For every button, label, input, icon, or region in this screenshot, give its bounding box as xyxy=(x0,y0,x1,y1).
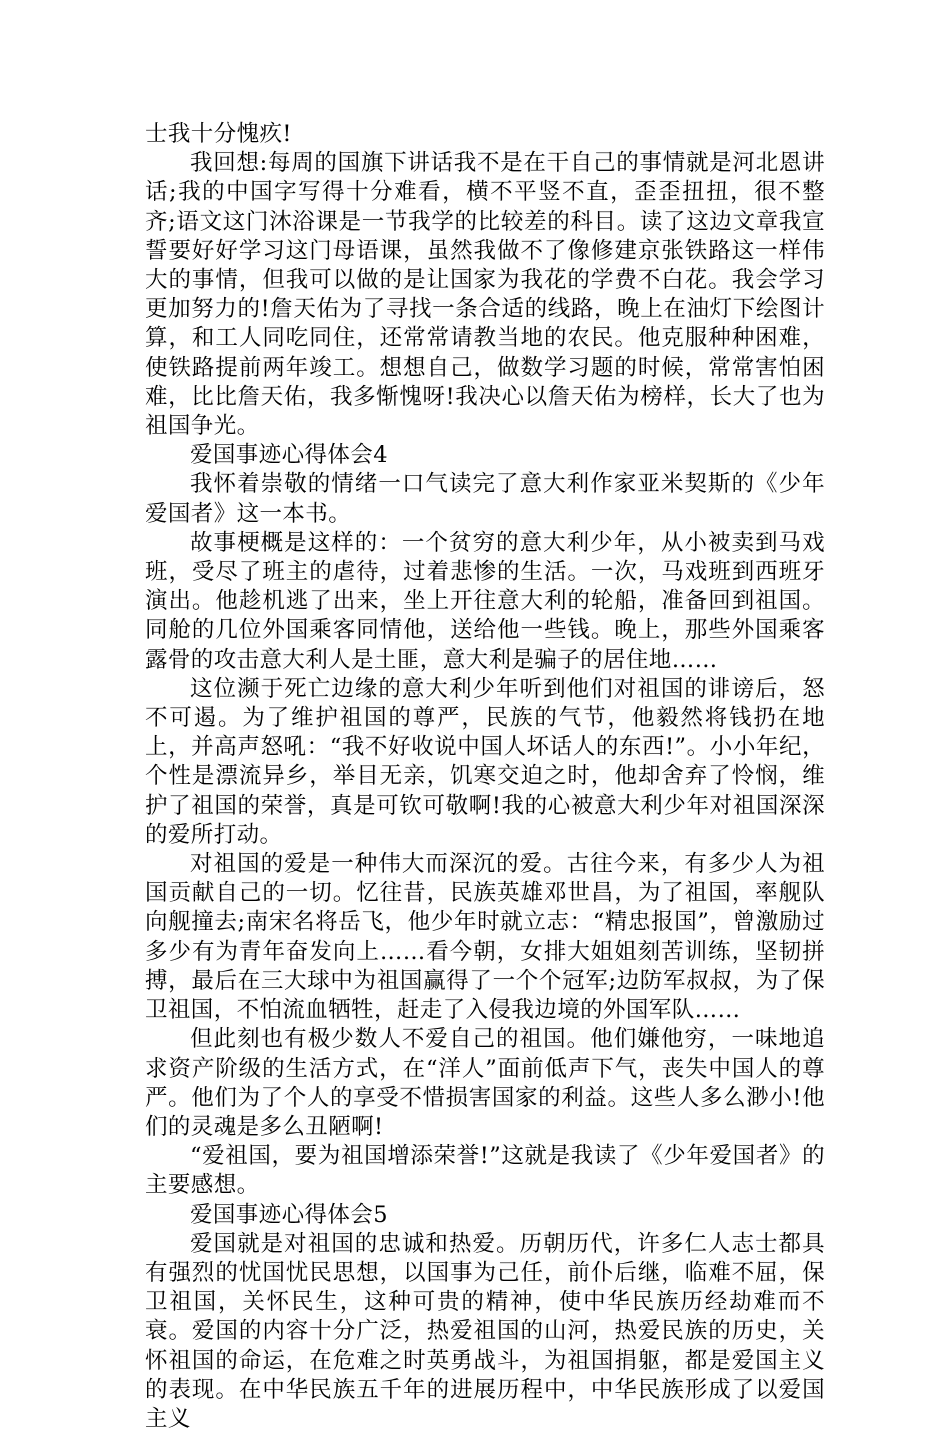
paragraph-continuation: 士我十分愧疚! xyxy=(145,121,292,147)
section-heading: 爱国事迹心得体会5 xyxy=(190,1201,388,1228)
paragraph: 这位濒于死亡边缘的意大利少年听到他们对祖国的诽谤后，怒不可遏。为了维护祖国的尊严，民族的气节，他毅然将钱扔在地上，并高声怒吼：“我不好收说中国人坏话人的东西!”。小小年纪，个性是漂流异乡，举目无亲，饥寒交迫之时，他却舍弃了怜悯，维护了祖国的荣誉，真是可钦可敬啊!我的心被意大利少年对祖国深深的爱所打动。 xyxy=(145,675,825,848)
paragraph: 爱国就是对祖国的忠诚和热爱。历朝历代，许多仁人志士都具有强烈的忧国忧民思想，以国事为己任，前仆后继，临难不屈，保卫祖国，关怀民生，这种可贵的精神，使中华民族历经劫难而不衰。爱国的内容十分广泛，热爱祖国的山河，热爱民族的历史，关怀祖国的命运，在危难之时英勇战斗，为祖国捐躯，都是爱国主义的表现。在中华民族五千年的进展历程中，中华民族形成了以爱国主义 xyxy=(145,1230,825,1432)
document-body xyxy=(145,120,825,1434)
paragraph: 故事梗概是这样的：一个贫穷的意大利少年，从小被卖到马戏班，受尽了班主的虐待，过着悲惨的生活。一次，马戏班到西班牙演出。他趁机逃了出来，坐上开往意大利的轮船，准备回到祖国。同舱的几位外国乘客同情他，送给他一些钱。晚上，那些外国乘客露骨的攻击意大利人是土匪，意大利是骗子的居住地…… xyxy=(145,529,825,673)
paragraph: 但此刻也有极少数人不爱自己的祖国。他们嫌他穷，一味地追求资产阶级的生活方式，在“洋人”面前低声下气，丧失中国人的尊严。他们为了个人的享受不惜损害国家的利益。这些人多么渺小!他们的灵魂是多么丑陋啊! xyxy=(145,1026,825,1140)
paragraph: 对祖国的爱是一种伟大而深沉的爱。古往今来，有多少人为祖国贡献自己的一切。忆往昔，民族英雄邓世昌，为了祖国，率舰队向舰撞去;南宋名将岳飞，他少年时就立志：“精忠报国”，曾激励过多少有为青年奋发向上……看今朝，女排大姐姐刻苦训练，坚韧拼搏，最后在三大球中为祖国赢得了一个个冠军;边防军叔叔，为了保卫祖国，不怕流血牺牲，赶走了入侵我边境的外国军队…… xyxy=(145,851,825,1024)
paragraph: 我回想:每周的国旗下讲话我不是在干自己的事情就是河北恩讲话;我的中国字写得十分难看，横不平竖不直，歪歪扭扭，很不整齐;语文这门沐浴课是一节我学的比较差的科目。读了这边文章我宣誓要好好学习这门母语课，虽然我做不了像修建京张铁路这一样伟大的事情，但我可以做的是让国家为我花的学费不白花。我会学习更加努力的!詹天佑为了寻找一条合适的线路，晚上在油灯下绘图计算，和工人同吃同住，还常常请教当地的农民。他克服种种困难，使铁路提前两年竣工。想想自己，做数学习题的时候，常常害怕困难，比比詹天佑，我多惭愧呀!我决心以詹天佑为榜样，长大了也为祖国争光。 xyxy=(145,150,825,440)
paragraph: “爱祖国，要为祖国增添荣誉!”这就是我读了《少年爱国者》的主要感想。 xyxy=(145,1143,825,1199)
paragraph: 我怀着崇敬的情绪一口气读完了意大利作家亚米契斯的《少年爱国者》这一本书。 xyxy=(145,471,825,527)
section-heading: 爱国事迹心得体会4 xyxy=(190,442,388,469)
